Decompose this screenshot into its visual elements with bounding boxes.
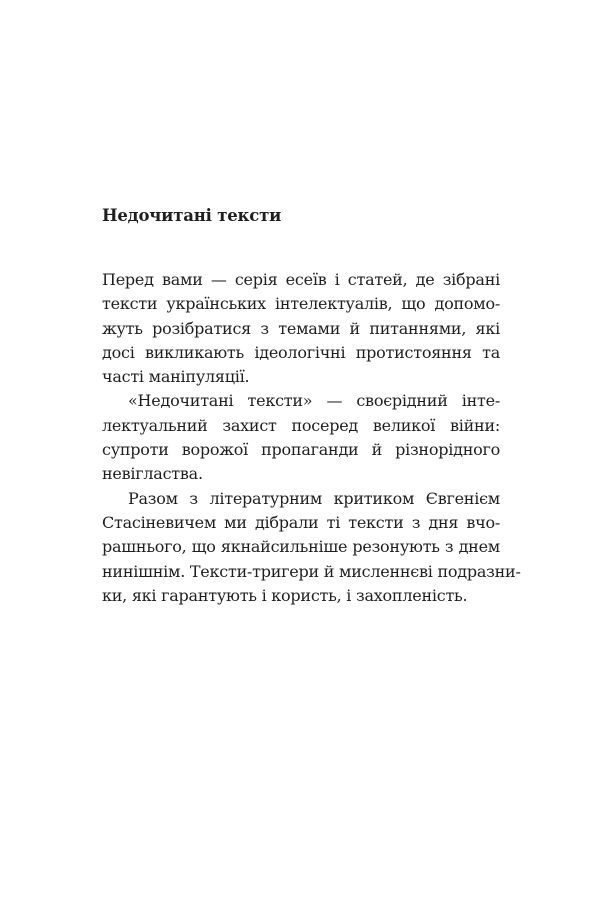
paragraph-2 xyxy=(102,389,500,486)
text-line: Перед вами — серія есеїв і статей, де зібрані xyxy=(102,270,500,289)
paragraph-1 xyxy=(102,268,500,389)
text-line: ки, які гарантують і користь, і захопленість. xyxy=(102,585,468,605)
paragraph-3 xyxy=(102,487,521,608)
text-line: «Недочитані тексти» — своєрідний інте- xyxy=(128,391,500,411)
text-line: невігластва. xyxy=(102,464,203,484)
page-heading: Недочитані тексти xyxy=(102,206,282,225)
text-line: Стасіневичем ми дібрали ті тексти з дня вчо- xyxy=(102,512,500,532)
text-line: Разом з літературним критиком Євгенієм xyxy=(128,488,500,508)
text-line: тексти українських інтелектуалів, що допомо- xyxy=(102,294,500,314)
body-text xyxy=(102,268,521,608)
text-line: нинішнім. Тексти-тригери й мисленнєві подразни- xyxy=(102,561,521,581)
text-line: досі викликають ідеологічні протистояння та xyxy=(102,342,500,362)
text-line: жуть розібратися з темами й питаннями, які xyxy=(102,318,500,338)
text-line: лектуальний захист посеред великої війни: xyxy=(102,415,500,435)
text-line: часті маніпуляції. xyxy=(102,367,250,387)
text-line: рашнього, що якнайсильніше резонують з днем xyxy=(102,537,500,557)
text-line: супроти ворожої пропаганди й різнорідного xyxy=(102,440,500,460)
